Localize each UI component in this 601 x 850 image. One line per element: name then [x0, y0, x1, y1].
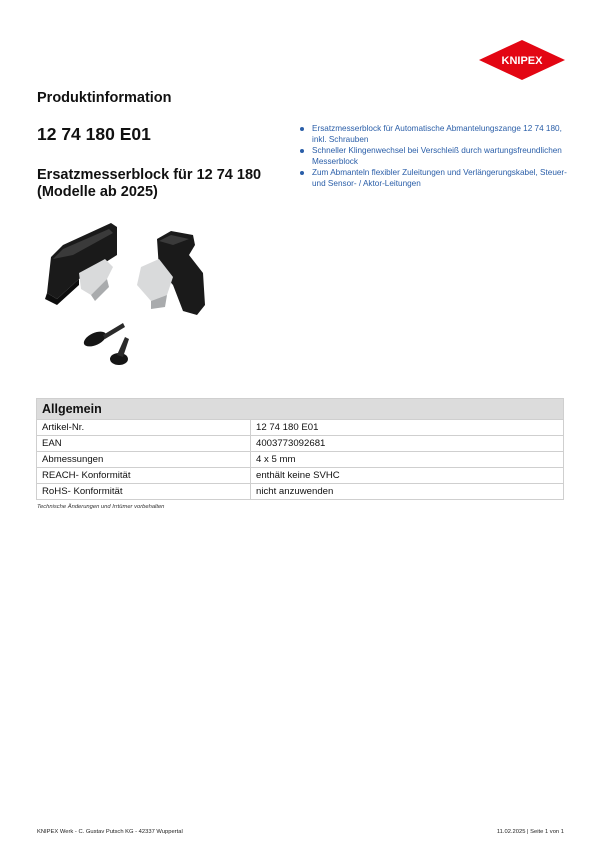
feature-item: Schneller Klingenwechsel bei Verschleiß durch wartungsfreundlichen Messerblock — [298, 146, 570, 167]
spec-value: nicht anzuwenden — [251, 484, 564, 500]
table-row — [37, 484, 564, 500]
spec-value: enthält keine SVHC — [251, 468, 564, 484]
spec-value: 4003773092681 — [251, 436, 564, 452]
table-row — [37, 468, 564, 484]
spec-table — [36, 398, 564, 500]
spec-label: Artikel-Nr. — [37, 420, 251, 436]
spec-label: REACH- Konformität — [37, 468, 251, 484]
table-row — [37, 436, 564, 452]
table-row — [37, 420, 564, 436]
footer-date-page: 11.02.2025 | Seite 1 von 1 — [496, 829, 564, 835]
spec-section-title: Allgemein — [37, 399, 564, 420]
product-name: Ersatzmesserblock für 12 74 180 (Modelle ab 2025) — [37, 167, 262, 200]
feature-item: Zum Abmanteln flexibler Zuleitungen und Verlängerungskabel, Steuer- und Sensor- / Aktor-Leitungen — [298, 168, 570, 189]
spec-value: 12 74 180 E01 — [251, 420, 564, 436]
spec-label: RoHS- Konformität — [37, 484, 251, 500]
disclaimer: Technische Änderungen und Irrtümer vorbehalten — [37, 504, 165, 510]
knipex-logo — [477, 38, 567, 82]
left-blade-block — [45, 223, 117, 305]
page-heading: Produktinformation — [37, 90, 172, 106]
feature-item: Ersatzmesserblock für Automatische Abmantelungszange 12 74 180, inkl. Schrauben — [298, 124, 570, 145]
spec-value: 4 x 5 mm — [251, 452, 564, 468]
screw-right — [110, 337, 129, 365]
right-blade-block — [137, 231, 205, 315]
spec-label: EAN — [37, 436, 251, 452]
table-row — [37, 452, 564, 468]
logo-wordmark: KNIPEX — [501, 55, 543, 67]
screw-left — [82, 323, 125, 350]
spec-label: Abmessungen — [37, 452, 251, 468]
article-number: 12 74 180 E01 — [37, 124, 151, 144]
product-image — [33, 215, 223, 375]
footer-company: KNIPEX Werk - C. Gustav Putsch KG - 42337 Wuppertal — [37, 829, 183, 835]
feature-list — [298, 124, 570, 190]
